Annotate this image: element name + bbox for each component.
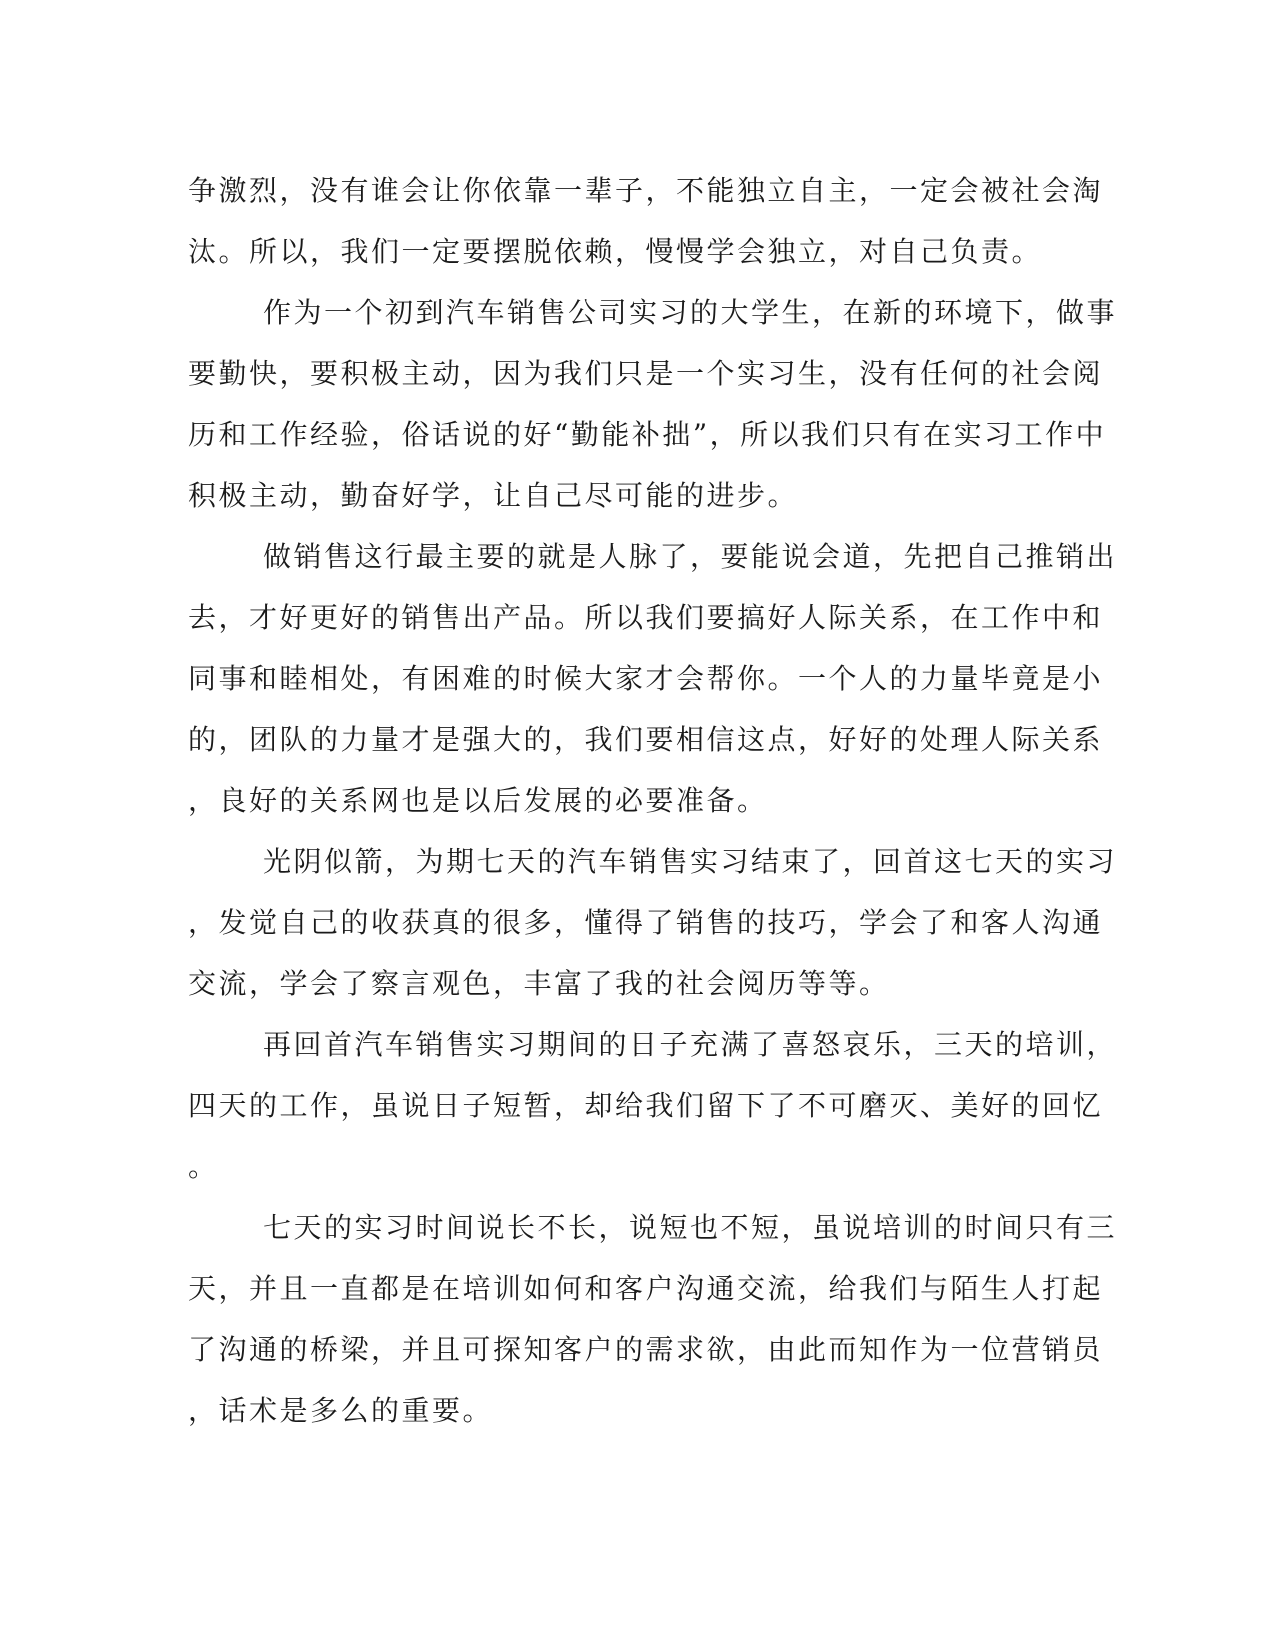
- text-line: 四天的工作，虽说日子短暂，却给我们留下了不可磨灭、美好的回忆: [188, 1089, 1104, 1122]
- text-line: 光阴似箭，为期七天的汽车销售实习结束了，回首这七天的实习: [263, 845, 1118, 878]
- text-line: 再回首汽车销售实习期间的日子充满了喜怒哀乐，三天的培训，: [263, 1028, 1118, 1061]
- text-line: 天，并且一直都是在培训如何和客户沟通交流，给我们与陌生人打起: [188, 1272, 1104, 1305]
- text-line: 的，团队的力量才是强大的，我们要相信这点，好好的处理人际关系: [188, 723, 1104, 756]
- body-text: [188, 160, 1118, 1441]
- text-line: 去，才好更好的销售出产品。所以我们要搞好人际关系，在工作中和: [188, 601, 1104, 634]
- text-line: 。: [188, 1150, 219, 1183]
- text-line: 交流，学会了察言观色，丰富了我的社会阅历等等。: [188, 967, 890, 1000]
- text-line: 争激烈，没有谁会让你依靠一辈子，不能独立自主，一定会被社会淘: [188, 174, 1104, 207]
- text-line: 做销售这行最主要的就是人脉了，要能说会道，先把自己推销出: [263, 540, 1118, 573]
- text-line: ，话术是多么的重要。: [188, 1394, 494, 1427]
- text-line: 七天的实习时间说长不长，说短也不短，虽说培训的时间只有三: [263, 1211, 1118, 1244]
- text-line: 同事和睦相处，有困难的时候大家才会帮你。一个人的力量毕竟是小: [188, 662, 1104, 695]
- text-line: 汰。所以，我们一定要摆脱依赖，慢慢学会独立，对自己负责。: [188, 235, 1043, 268]
- text-line: ，发觉自己的收获真的很多，懂得了销售的技巧，学会了和客人沟通: [188, 906, 1104, 939]
- text-line: 历和工作经验，俗话说的好“勤能补拙”，所以我们只有在实习工作中: [188, 418, 1107, 451]
- text-line: 要勤快，要积极主动，因为我们只是一个实习生，没有任何的社会阅: [188, 357, 1104, 390]
- text-line: 作为一个初到汽车销售公司实习的大学生，在新的环境下，做事: [263, 296, 1118, 329]
- text-line: 积极主动，勤奋好学，让自己尽可能的进步。: [188, 479, 799, 512]
- text-line: ，良好的关系网也是以后发展的必要准备。: [188, 784, 768, 817]
- text-line: 了沟通的桥梁，并且可探知客户的需求欲，由此而知作为一位营销员: [188, 1333, 1104, 1366]
